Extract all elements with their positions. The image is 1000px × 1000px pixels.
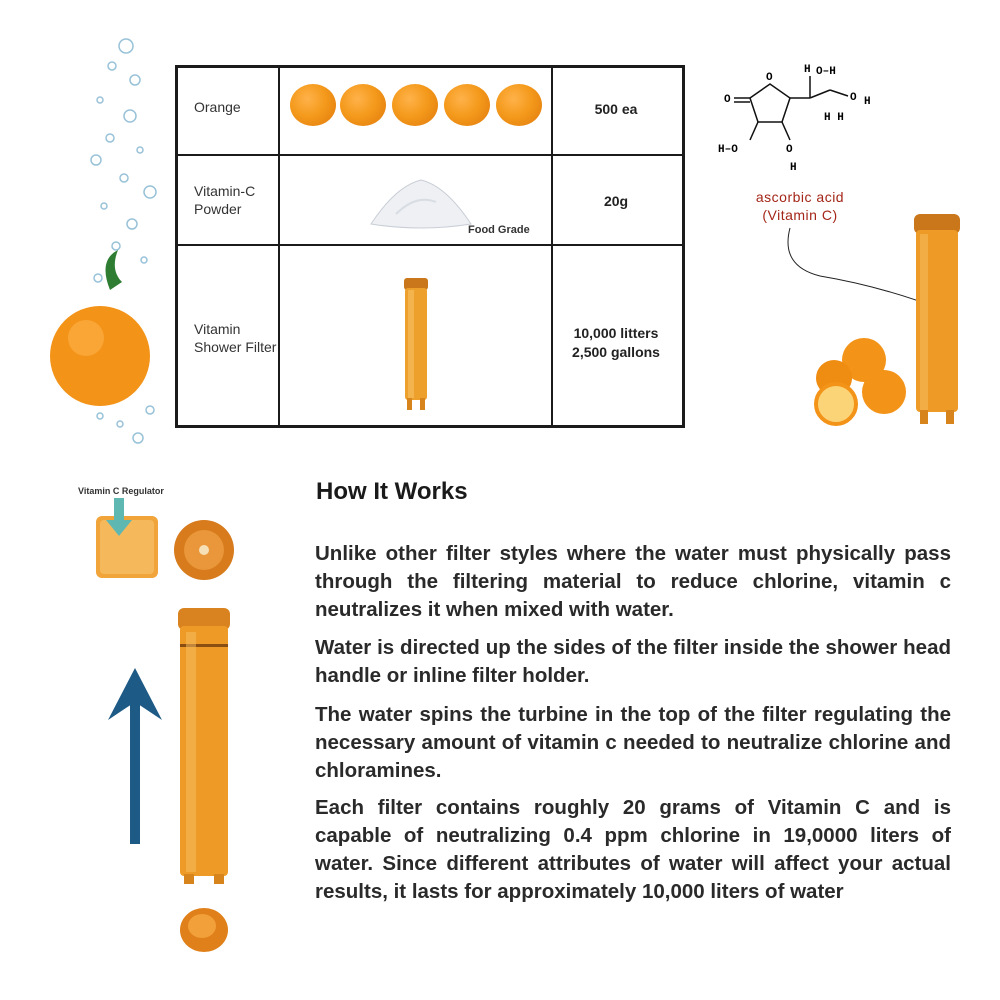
row-label-powder: Vitamin-C Powder — [194, 183, 256, 217]
powder-pile-icon — [366, 174, 476, 230]
orange-fruit-icon — [392, 84, 438, 126]
svg-text:O: O — [766, 72, 773, 84]
orange-fruit-icon — [496, 84, 542, 126]
row-quantity-filter — [550, 324, 682, 362]
row-label-orange: Orange — [194, 99, 241, 115]
row-quantity-powder: 20g — [603, 193, 629, 209]
paragraph-2: Water is directed up the sides of the filter inside the shower head handle or inline filter holder. — [315, 636, 951, 687]
svg-text:O: O — [850, 92, 857, 104]
table-row-powder — [178, 156, 682, 246]
svg-text:O–H: O–H — [816, 66, 836, 78]
table-row-orange — [178, 68, 682, 156]
regulator-label: Vitamin C Regulator — [78, 486, 164, 496]
quantity-liters: 10,000 litters — [573, 325, 659, 341]
filter-assembly-illustration — [80, 498, 260, 968]
molecule-diagram-icon — [712, 60, 882, 178]
filter-with-oranges-illustration — [808, 212, 978, 427]
paragraph-1: Unlike other filter styles where the water must physically pass through the filtering material to reduce chlorine, vitamin c neutralizes it when mixed with water. — [315, 542, 951, 621]
svg-text:O: O — [724, 94, 731, 106]
svg-text:H: H — [804, 64, 811, 76]
food-grade-label: Food Grade — [468, 224, 530, 236]
table-row-filter — [178, 246, 682, 428]
paragraph-3: The water spins the turbine in the top of the filter regulating the necessary amount of vitamin c needed to neutralize chlorine and chloramines. — [315, 703, 951, 782]
orange-fruit-icon — [340, 84, 386, 126]
svg-text:H: H — [790, 162, 797, 174]
orange-fruit-icon — [290, 84, 336, 126]
comparison-table — [175, 65, 685, 428]
how-it-works-title: How It Works — [316, 478, 468, 505]
row-label-filter: Vitamin Shower Filter — [194, 321, 277, 355]
molecule-subname: (Vitamin C) — [762, 207, 838, 223]
shower-filter-icon — [400, 276, 432, 412]
svg-text:H–O: H–O — [718, 144, 738, 156]
orange-fruit-icon — [444, 84, 490, 126]
paragraph-4: Each filter contains roughly 20 grams of Vitamin C and is capable of neutralizing 0.4 ppm chlorine in 19,0000 liters of water. Since different attributes of water will affect your actual results, it lasts for approximately 10,000 liters of water — [315, 796, 951, 903]
svg-text:O: O — [786, 144, 793, 156]
svg-text:H: H — [864, 96, 871, 108]
quantity-gallons: 2,500 gallons — [572, 344, 660, 360]
svg-text:H H: H H — [824, 112, 844, 124]
row-quantity-orange: 500 ea — [594, 101, 638, 117]
molecule-name: ascorbic acid — [755, 189, 845, 205]
orange-splash-illustration — [40, 20, 180, 460]
